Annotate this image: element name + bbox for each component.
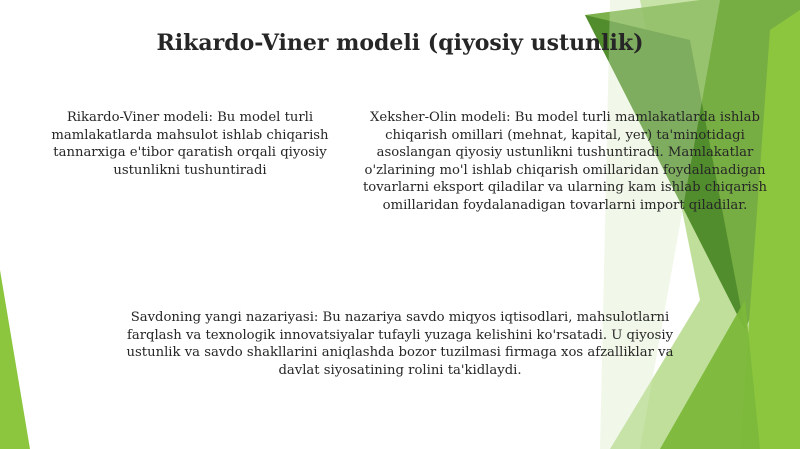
new-trade-theory-text: Savdoning yangi nazariyasi: Bu nazariya savdo miqyos iqtisodlari, mahsulotlarni farqlash va texnologik innovatsiyalar tufayli yuzaga kelishini ko'rsatadi. U qiyosiy ustunlik va savdo shakllarini aniqlashda bozor tuzilmasi firmaga xos afzalliklar va davlat siyosatining rolini ta'kidlaydi. <box>126 310 674 378</box>
heckscher-ohlin-text: Xeksher-Olin modeli: Bu model turli mamlakatlarda ishlab chiqarish omillari (mehnat, kapital, yer) ta'minotidagi asoslangan qiyosiy ustunlikni tushuntiradi. Mamlakatlar o'zlarining mo'l ishlab chiqarish omillaridan foydalanadigan tovarlarni eksport qiladilar va ularning kam ishlab chiqarish omillaridan foydalanadigan tovarlarni import qiladilar. <box>362 110 767 213</box>
ricardo-viner-text: Rikardo-Viner modeli: Bu model turli mamlakatlarda mahsulot ishlab chiqarish tannarxiga e'tibor qaratish orqali qiyosiy ustunlikni tushuntiradi <box>51 110 329 178</box>
slide-title: Rikardo-Viner modeli (qiyosiy ustunlik) <box>156 30 644 56</box>
left-green-shape <box>0 270 30 449</box>
